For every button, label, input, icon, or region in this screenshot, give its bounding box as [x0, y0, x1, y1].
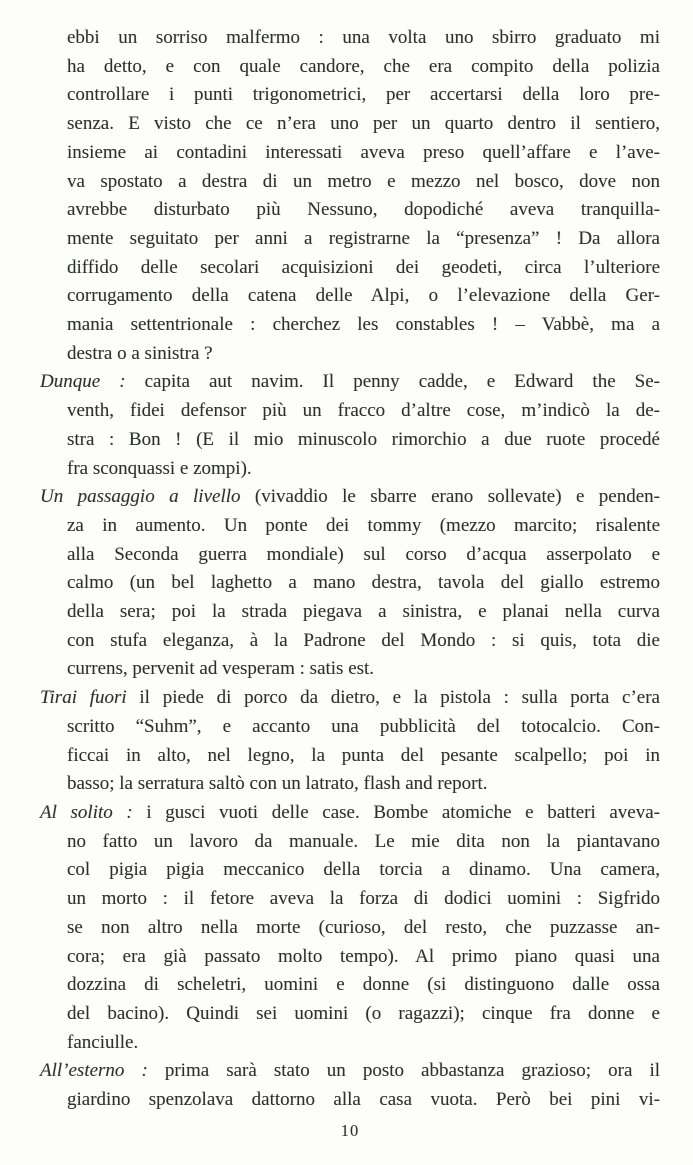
- text-line: fra sconquassi e zompi).: [67, 457, 252, 479]
- text-line: no fatto un lavoro da manuale. Le mie dita non la piantavano: [67, 830, 660, 852]
- page-text: [40, 24, 660, 1115]
- text-line: ficcai in alto, nel legno, la punta del pesante scalpello; poi in: [67, 744, 660, 766]
- text-line: stra : Bon ! (E il mio minuscolo rimorchio a due ruote procedé: [67, 428, 660, 450]
- text-line: fanciulle.: [67, 1031, 139, 1053]
- text-line: diffido delle secolari acquisizioni dei geodeti, circa l’ulteriore: [67, 256, 660, 278]
- page-number: 10: [340, 1121, 360, 1140]
- text-line: senza. E visto che ce n’era uno per un quarto dentro il sentiero,: [67, 113, 660, 135]
- text-line: calmo (un bel laghetto a mano destra, tavola del giallo estremo: [67, 572, 660, 594]
- text-line: corrugamento della catena delle Alpi, o l’elevazione della Ger-: [67, 285, 660, 307]
- text-line: scritto “Suhm”, e accanto una pubblicità del totocalcio. Con-: [67, 715, 660, 737]
- paragraph-first-line-text: (vivaddio le sbarre erano sollevate) e penden-: [254, 486, 660, 508]
- paragraph: [40, 1057, 660, 1114]
- paragraph-first-line-text: i gusci vuoti delle case. Bombe atomiche e batteri aveva-: [146, 801, 660, 823]
- paragraph: [40, 684, 660, 799]
- text-line: [40, 799, 660, 828]
- text-line: cora; era già passato molto tempo). Al primo piano quasi una: [67, 945, 660, 967]
- text-line: controllare i punti trigonometrici, per accertarsi della loro pre-: [67, 84, 660, 106]
- text-line: alla Seconda guerra mondiale) sul corso d’acqua asserpolato e: [67, 543, 660, 565]
- paragraph: [40, 799, 660, 1057]
- paragraph-first-line-text: prima sarà stato un posto abbastanza grazioso; ora il: [164, 1060, 660, 1082]
- text-line: avrebbe disturbato più Nessuno, dopodiché aveva tranquilla-: [67, 199, 660, 221]
- paragraph-lead: All’esterno :: [40, 1060, 165, 1082]
- text-line: [40, 483, 660, 512]
- text-line: currens, pervenit ad vesperam : satis est.: [67, 658, 375, 680]
- text-line: ha detto, e con quale candore, che era compito della polizia: [67, 55, 660, 77]
- paragraph: [40, 368, 660, 483]
- text-line: col pigia pigia meccanico della torcia a dinamo. Una camera,: [67, 859, 660, 881]
- text-line: mente seguitato per anni a registrarne la “presenza” ! Da allora: [67, 227, 660, 249]
- text-line: con stufa eleganza, à la Padrone del Mondo : si quis, tota die: [67, 629, 660, 651]
- text-line: venth, fidei defensor più un fracco d’altre cose, m’indicò la de-: [67, 400, 660, 422]
- text-line: va spostato a destra di un metro e mezzo nel bosco, dove non: [67, 170, 660, 192]
- paragraph: [40, 24, 660, 368]
- text-line: ebbi un sorriso malfermo : una volta uno sbirro graduato mi: [67, 27, 660, 48]
- text-line: basso; la serratura saltò con un latrato, flash and report.: [67, 773, 488, 795]
- text-line: un morto : il fetore aveva la forza di dodici uomini : Sigfrido: [67, 888, 660, 910]
- text-line: insieme ai contadini interessati aveva preso quell’affare e l’ave-: [67, 141, 660, 163]
- text-line: [40, 1057, 660, 1086]
- paragraph-lead: Un passaggio a livello: [40, 486, 255, 508]
- text-line: dozzina di scheletri, uomini e donne (si distinguono dalle ossa: [67, 974, 660, 996]
- text-line: del bacino). Quindi sei uomini (o ragazzi); cinque fra donne e: [67, 1002, 660, 1024]
- text-line: se non altro nella morte (curioso, del resto, che puzzasse an-: [67, 916, 660, 938]
- text-line: giardino spenzolava dattorno alla casa vuota. Però bei pini vi-: [67, 1089, 660, 1111]
- paragraph: [40, 483, 660, 684]
- paragraph-first-line-text: capita aut navim. Il penny cadde, e Edward the Se-: [144, 371, 660, 393]
- text-line: della sera; poi la strada piegava a sinistra, e planai nella curva: [67, 601, 660, 623]
- paragraph-lead: Al solito :: [40, 801, 147, 823]
- paragraph-lead: Dunque :: [40, 371, 145, 393]
- text-line: mania settentrionale : cherchez les constables ! – Vabbè, ma a: [67, 314, 660, 336]
- text-line: [40, 684, 660, 713]
- paragraph-first-line-text: il piede di porco da dietro, e la pistola : sulla porta c’era: [139, 687, 660, 709]
- text-line: za in aumento. Un ponte dei tommy (mezzo marcito; risalente: [67, 514, 660, 536]
- text-line: [40, 368, 660, 397]
- paragraph-lead: Tirai fuori: [40, 687, 140, 709]
- text-line: destra o a sinistra ?: [67, 342, 213, 364]
